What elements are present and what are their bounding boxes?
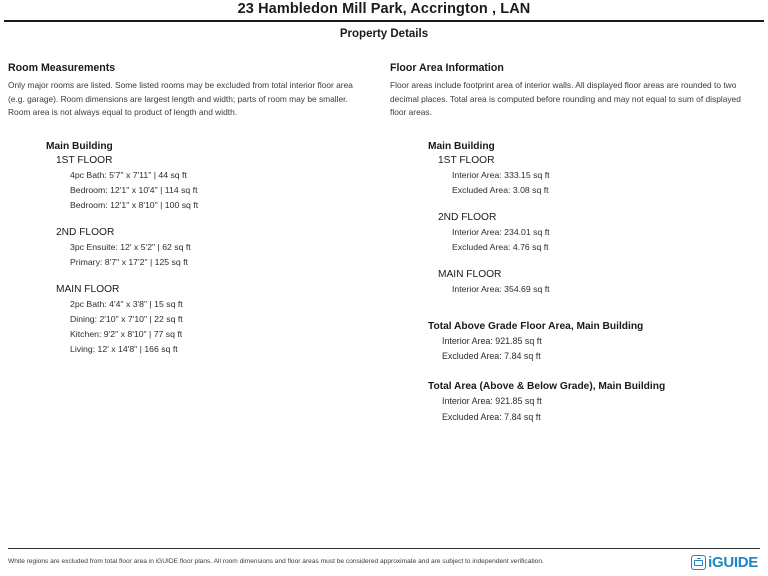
floor-name: 1ST FLOOR bbox=[56, 154, 113, 166]
totals-section bbox=[390, 321, 756, 425]
room-entry: Living: 12' x 14'8" | 166 sq ft bbox=[70, 343, 178, 354]
total-all-grade-block bbox=[428, 381, 756, 425]
total-above-grade-title: Total Above Grade Floor Area, Main Building bbox=[428, 320, 644, 332]
total-area-entry: Interior Area: 921.85 sq ft bbox=[442, 335, 542, 346]
room-measurements-building bbox=[8, 141, 370, 357]
area-entry: Interior Area: 333.15 sq ft bbox=[452, 169, 550, 180]
room-entry: Primary: 8'7" x 17'2" | 125 sq ft bbox=[70, 256, 188, 267]
building-name: Main Building bbox=[46, 140, 113, 152]
floor-name: 1ST FLOOR bbox=[438, 154, 495, 166]
room-entry: Kitchen: 9'2" x 8'10" | 77 sq ft bbox=[70, 328, 183, 339]
floor-block-1st bbox=[46, 155, 370, 213]
area-entry: Interior Area: 354.69 sq ft bbox=[452, 283, 550, 294]
floor-name: 2ND FLOOR bbox=[438, 211, 497, 223]
floor-name: 2ND FLOOR bbox=[56, 226, 115, 238]
floor-area-note: Floor areas include footprint area of interior walls. All displayed floor areas are rounded to two decimal places. Total area is computed before rounding and may not equal to sum of displayed floor areas. bbox=[390, 80, 741, 118]
footer-divider bbox=[8, 548, 760, 549]
floor-name: MAIN FLOOR bbox=[56, 283, 120, 295]
floor-area-information-section bbox=[384, 62, 760, 425]
footer-disclaimer: White regions are excluded from total floor area in iGUIDE floor plans. All room dimensions and floor areas must be considered approximate and are subject to independent verification. bbox=[8, 558, 544, 566]
area-entry: Excluded Area: 3.08 sq ft bbox=[452, 184, 549, 195]
iguide-camera-icon bbox=[691, 555, 706, 570]
footer-row bbox=[8, 555, 760, 570]
area-block-main bbox=[428, 269, 756, 297]
room-entry: Bedroom: 12'1" x 10'4" | 114 sq ft bbox=[70, 184, 198, 195]
room-entry: 4pc Bath: 5'7" x 7'11" | 44 sq ft bbox=[70, 169, 187, 180]
floor-name: MAIN FLOOR bbox=[438, 268, 502, 280]
document-header bbox=[0, 0, 768, 40]
room-measurements-section bbox=[8, 62, 384, 425]
total-area-entry: Excluded Area: 7.84 sq ft bbox=[442, 350, 541, 361]
room-entry: 3pc Ensuite: 12' x 5'2" | 62 sq ft bbox=[70, 241, 191, 252]
content-columns bbox=[0, 40, 768, 425]
area-entry: Interior Area: 234.01 sq ft bbox=[452, 226, 550, 237]
area-block-2nd bbox=[428, 212, 756, 255]
room-entry: 2pc Bath: 4'4" x 3'8" | 15 sq ft bbox=[70, 298, 183, 309]
floor-block-main bbox=[46, 284, 370, 357]
building-name: Main Building bbox=[428, 140, 495, 152]
iguide-logo bbox=[691, 555, 760, 570]
floor-area-heading: Floor Area Information bbox=[390, 62, 504, 74]
room-measurements-note: Only major rooms are listed. Some listed rooms may be excluded from total interior floor area (e.g. garage). Room dimensions are largest length and width; parts of room may be smaller. Room area is not always equal to product of length and width. bbox=[8, 80, 353, 118]
page-subtitle: Property Details bbox=[339, 28, 429, 40]
total-all-grade-title: Total Area (Above & Below Grade), Main Building bbox=[428, 381, 666, 393]
floor-block-2nd bbox=[46, 227, 370, 270]
floor-area-building bbox=[390, 141, 756, 297]
iguide-logo-text: iGUIDE bbox=[708, 554, 758, 571]
room-entry: Dining: 2'10" x 7'10" | 22 sq ft bbox=[70, 313, 183, 324]
page-title: 23 Hambledon Mill Park, Accrington , LAN bbox=[237, 1, 531, 17]
total-area-entry: Excluded Area: 7.84 sq ft bbox=[442, 411, 541, 422]
room-measurements-heading: Room Measurements bbox=[8, 62, 116, 74]
total-area-entry: Interior Area: 921.85 sq ft bbox=[442, 396, 542, 407]
room-entry: Bedroom: 12'1" x 8'10" | 100 sq ft bbox=[70, 199, 199, 210]
document-footer bbox=[0, 548, 768, 576]
total-above-grade-block bbox=[428, 321, 756, 365]
area-entry: Excluded Area: 4.76 sq ft bbox=[452, 241, 549, 252]
area-block-1st bbox=[428, 155, 756, 198]
